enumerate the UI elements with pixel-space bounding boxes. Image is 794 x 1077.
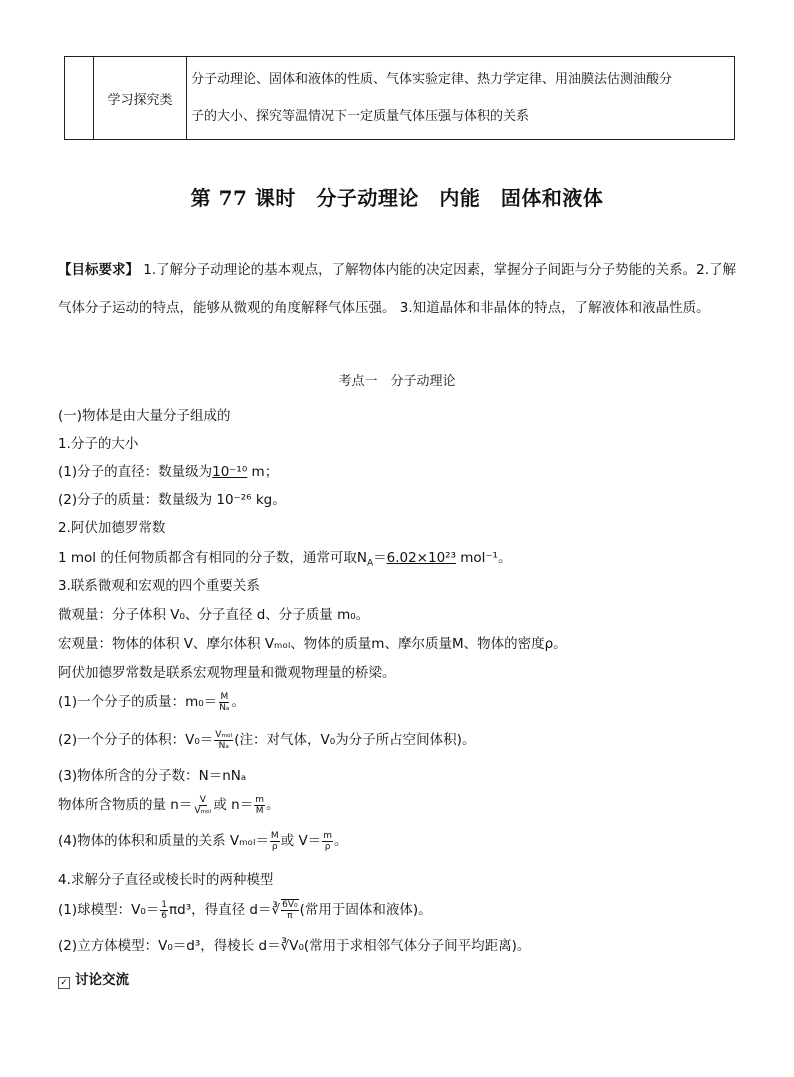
line-4: (2)分子的质量：数量级为 10⁻²⁶ kg。 [58, 492, 286, 508]
line-2: 1.分子的大小 [58, 436, 139, 452]
text: (常用于固体和液体)。 [299, 902, 432, 918]
line-9: 宏观量：物体的体积 V、摩尔体积 Vₘₒₗ、物体的质量m、摩尔质量M、物体的密度ρ。 [58, 636, 567, 652]
denominator: 6 [161, 910, 168, 921]
denominator: ρ [324, 841, 331, 852]
text: (4)物体的体积和质量的关系 Vₘₒₗ＝ [58, 833, 269, 849]
line-15 [58, 829, 347, 852]
text: (1)球模型：V₀＝ [58, 902, 160, 918]
line-12 [58, 728, 475, 751]
denominator: Nₐ [219, 702, 230, 713]
text: (1)分子的直径：数量级为 [58, 464, 213, 480]
fraction [322, 831, 333, 852]
discussion-heading [58, 968, 129, 989]
fraction [254, 795, 265, 816]
numerator: m [255, 794, 264, 805]
content-line-2: 子的大小、探究等温情况下一定质量气体压强与体积的关系 [191, 109, 530, 124]
subscript: A [366, 558, 374, 569]
denominator: Vₘₒₗ [194, 805, 212, 816]
line-11 [58, 690, 245, 713]
numerator: 1 [161, 899, 168, 910]
checkbox-icon: ✓ [58, 977, 70, 989]
fraction [160, 900, 168, 921]
fraction [193, 795, 212, 816]
numerator: m [323, 830, 332, 841]
category-cell: 学习探究类 [94, 57, 187, 140]
topic-table [64, 56, 735, 140]
text: 物体所含物质的量 n＝ [58, 797, 193, 813]
line-8: 微观量：分子体积 V₀、分子直径 d、分子质量 m₀。 [58, 607, 370, 623]
text: 或 n＝ [213, 797, 254, 813]
fraction [218, 692, 230, 713]
denominator: Nₐ [218, 740, 229, 751]
lesson-title: 第 77 课时 分子动理论 内能 固体和液体 [190, 186, 604, 210]
denominator: M [255, 805, 264, 816]
text: 。 [265, 797, 280, 813]
discussion-label: 讨论交流 [75, 972, 129, 988]
text: 1 mol 的任何物质都含有相同的分子数，通常可取N [58, 550, 367, 566]
blank-cell [65, 57, 94, 140]
text: (注：对气体，V₀为分子所占空间体积)。 [234, 732, 476, 748]
text: m； [247, 464, 279, 480]
text: 。 [231, 694, 245, 710]
line-13: (3)物体所含的分子数：N＝nNₐ [58, 768, 247, 784]
denominator: ρ [271, 841, 278, 852]
text: 或 V＝ [280, 833, 322, 849]
denominator: π [287, 911, 293, 921]
line-7: 3.联系微观和宏观的四个重要关系 [58, 578, 260, 594]
text: πd³，得直径 d＝∛ [169, 902, 281, 918]
numerator: 6V₀ [282, 900, 298, 910]
section-heading: 考点一 分子动理论 [338, 374, 456, 389]
radical-fraction [281, 899, 299, 921]
goal-text: 1.了解分子动理论的基本观点，了解物体内能的决定因素，掌握分子间距与分子势能的关系。2.了解气体分子运动的特点，能够从微观的角度解释气体压强。 3.知道晶体和非晶体的特点，了解液体和液晶性质。 [58, 262, 737, 316]
goal-paragraph [58, 252, 744, 327]
text: (1)一个分子的质量：m₀＝ [58, 694, 218, 710]
numerator: M [270, 830, 279, 841]
goal-label: 【目标要求】 [58, 262, 139, 278]
text: 。 [333, 833, 348, 849]
numerator: V [199, 794, 206, 805]
content-line-1: 分子动理论、固体和液体的性质、气体实验定律、热力学定律、用油膜法估测油酸分 [191, 72, 673, 87]
fraction [270, 831, 280, 852]
line-16: 4.求解分子直径或棱长时的两种模型 [58, 872, 274, 888]
answer-underlined: 6.02×10²³ [386, 550, 456, 566]
text: (2)一个分子的体积：V₀＝ [58, 732, 214, 748]
line-17 [58, 898, 432, 921]
line-10: 阿伏加德罗常数是联系宏观物理量和微观物理量的桥梁。 [58, 665, 396, 681]
line-6 [58, 546, 511, 569]
numerator: Vₘₒₗ [215, 729, 233, 740]
line-1: (一)物体是由大量分子组成的 [58, 408, 231, 424]
text: ＝ [373, 550, 387, 566]
line-3 [58, 460, 278, 480]
numerator: M [220, 691, 229, 702]
answer-underlined: 10⁻¹⁰ [212, 464, 248, 480]
line-14 [58, 793, 279, 816]
fraction [214, 730, 233, 751]
line-5: 2.阿伏加德罗常数 [58, 520, 166, 536]
content-cell [187, 57, 735, 140]
text: mol⁻¹。 [455, 550, 512, 566]
line-18: (2)立方体模型：V₀＝d³，得棱长 d＝∛V₀(常用于求相邻气体分子间平均距离)。 [58, 938, 531, 954]
